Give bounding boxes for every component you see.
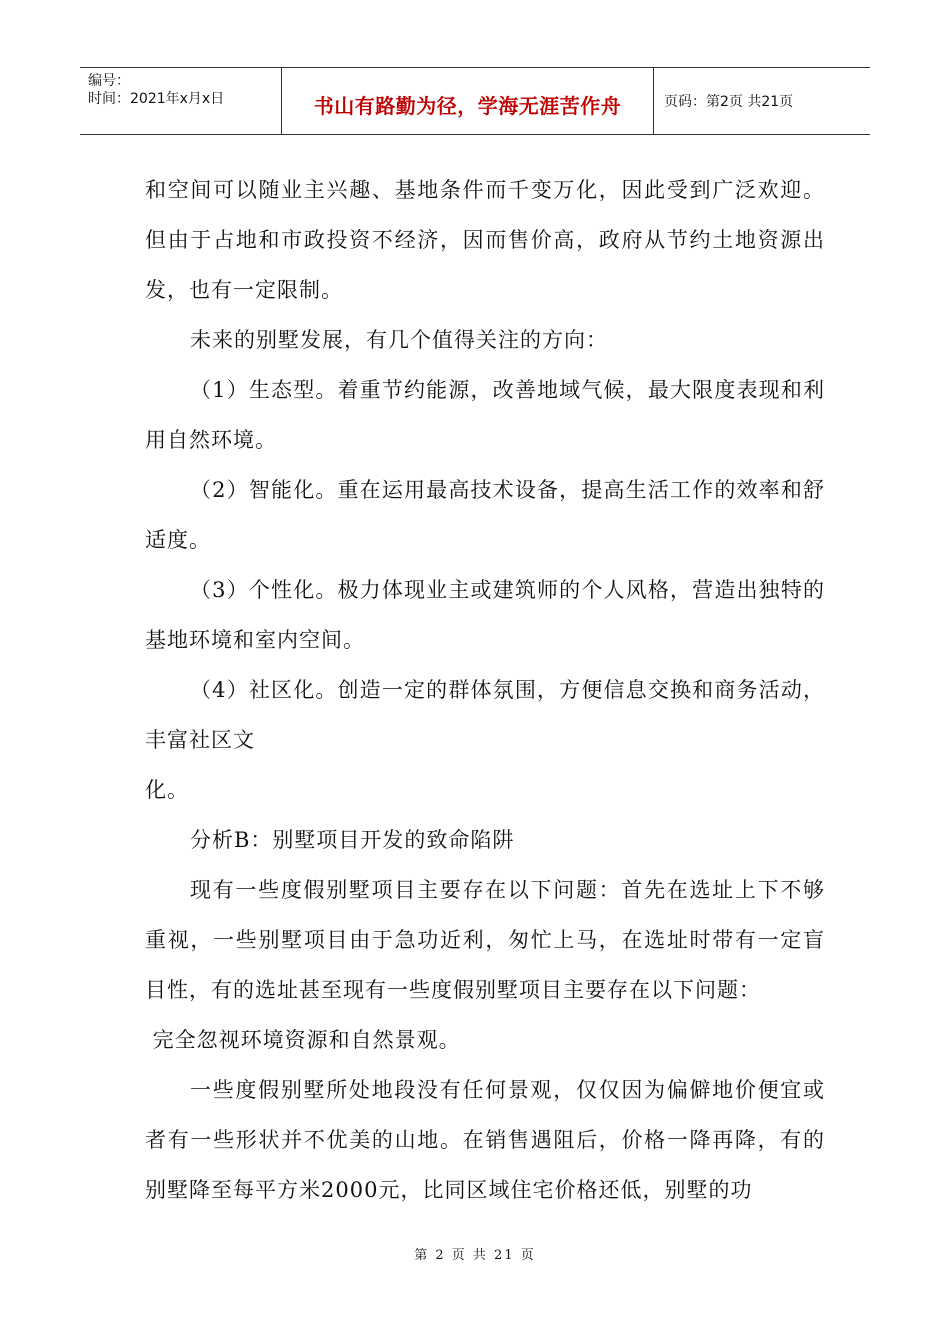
paragraph: 一些度假别墅所处地段没有任何景观，仅仅因为偏僻地价便宜或者有一些形状并不优美的山地。在销售遇阻后，价格一降再降，有的别墅降至每平方米2000元，比同区域住宅价格还低，别墅的功 — [145, 1078, 825, 1202]
list-item: （2）智能化。重在运用最高技术设备，提高生活工作的效率和舒适度。 — [145, 478, 825, 552]
footer-page-number: 第 2 页 共 21 页 — [414, 1248, 536, 1263]
header-motto: 书山有路勤为径，学海无涯苦作舟 — [313, 93, 622, 118]
paragraph: 现有一些度假别墅项目主要存在以下问题：首先在选址上下不够重视，一些别墅项目由于急功近利，匆忙上马，在选址时带有一定盲目性，有的选址甚至现有一些度假别墅项目主要存在以下问题： — [145, 878, 825, 1002]
paragraph: 完全忽视环境资源和自然景观。 — [145, 1028, 461, 1052]
header-motto-cell — [282, 68, 654, 134]
document-number-label: 编号： — [88, 73, 130, 89]
header-page-info — [654, 68, 870, 134]
page-footer — [0, 1244, 950, 1263]
list-item: （3）个性化。极力体现业主或建筑师的个人风格，营造出独特的基地环境和室内空间。 — [145, 578, 825, 652]
list-item: （1）生态型。着重节约能源，改善地域气候，最大限度表现和利用自然环境。 — [145, 378, 825, 452]
page-header — [80, 67, 870, 135]
paragraph: 未来的别墅发展，有几个值得关注的方向： — [190, 328, 608, 352]
header-page-number: 页码：第2页 共21页 — [664, 94, 794, 110]
section-heading: 分析B：别墅项目开发的致命陷阱 — [190, 828, 515, 852]
header-meta — [80, 68, 282, 134]
document-body — [145, 165, 825, 1215]
document-date-label: 时间：2021年x月x日 — [88, 91, 225, 107]
paragraph: 和空间可以随业主兴趣、基地条件而千变万化，因此受到广泛欢迎。但由于占地和市政投资不经济，因而售价高，政府从节约土地资源出发，也有一定限制。 — [145, 178, 825, 302]
paragraph: 化。 — [145, 778, 189, 802]
list-item: （4）社区化。创造一定的群体氛围，方便信息交换和商务活动，丰富社区文 — [145, 678, 825, 752]
